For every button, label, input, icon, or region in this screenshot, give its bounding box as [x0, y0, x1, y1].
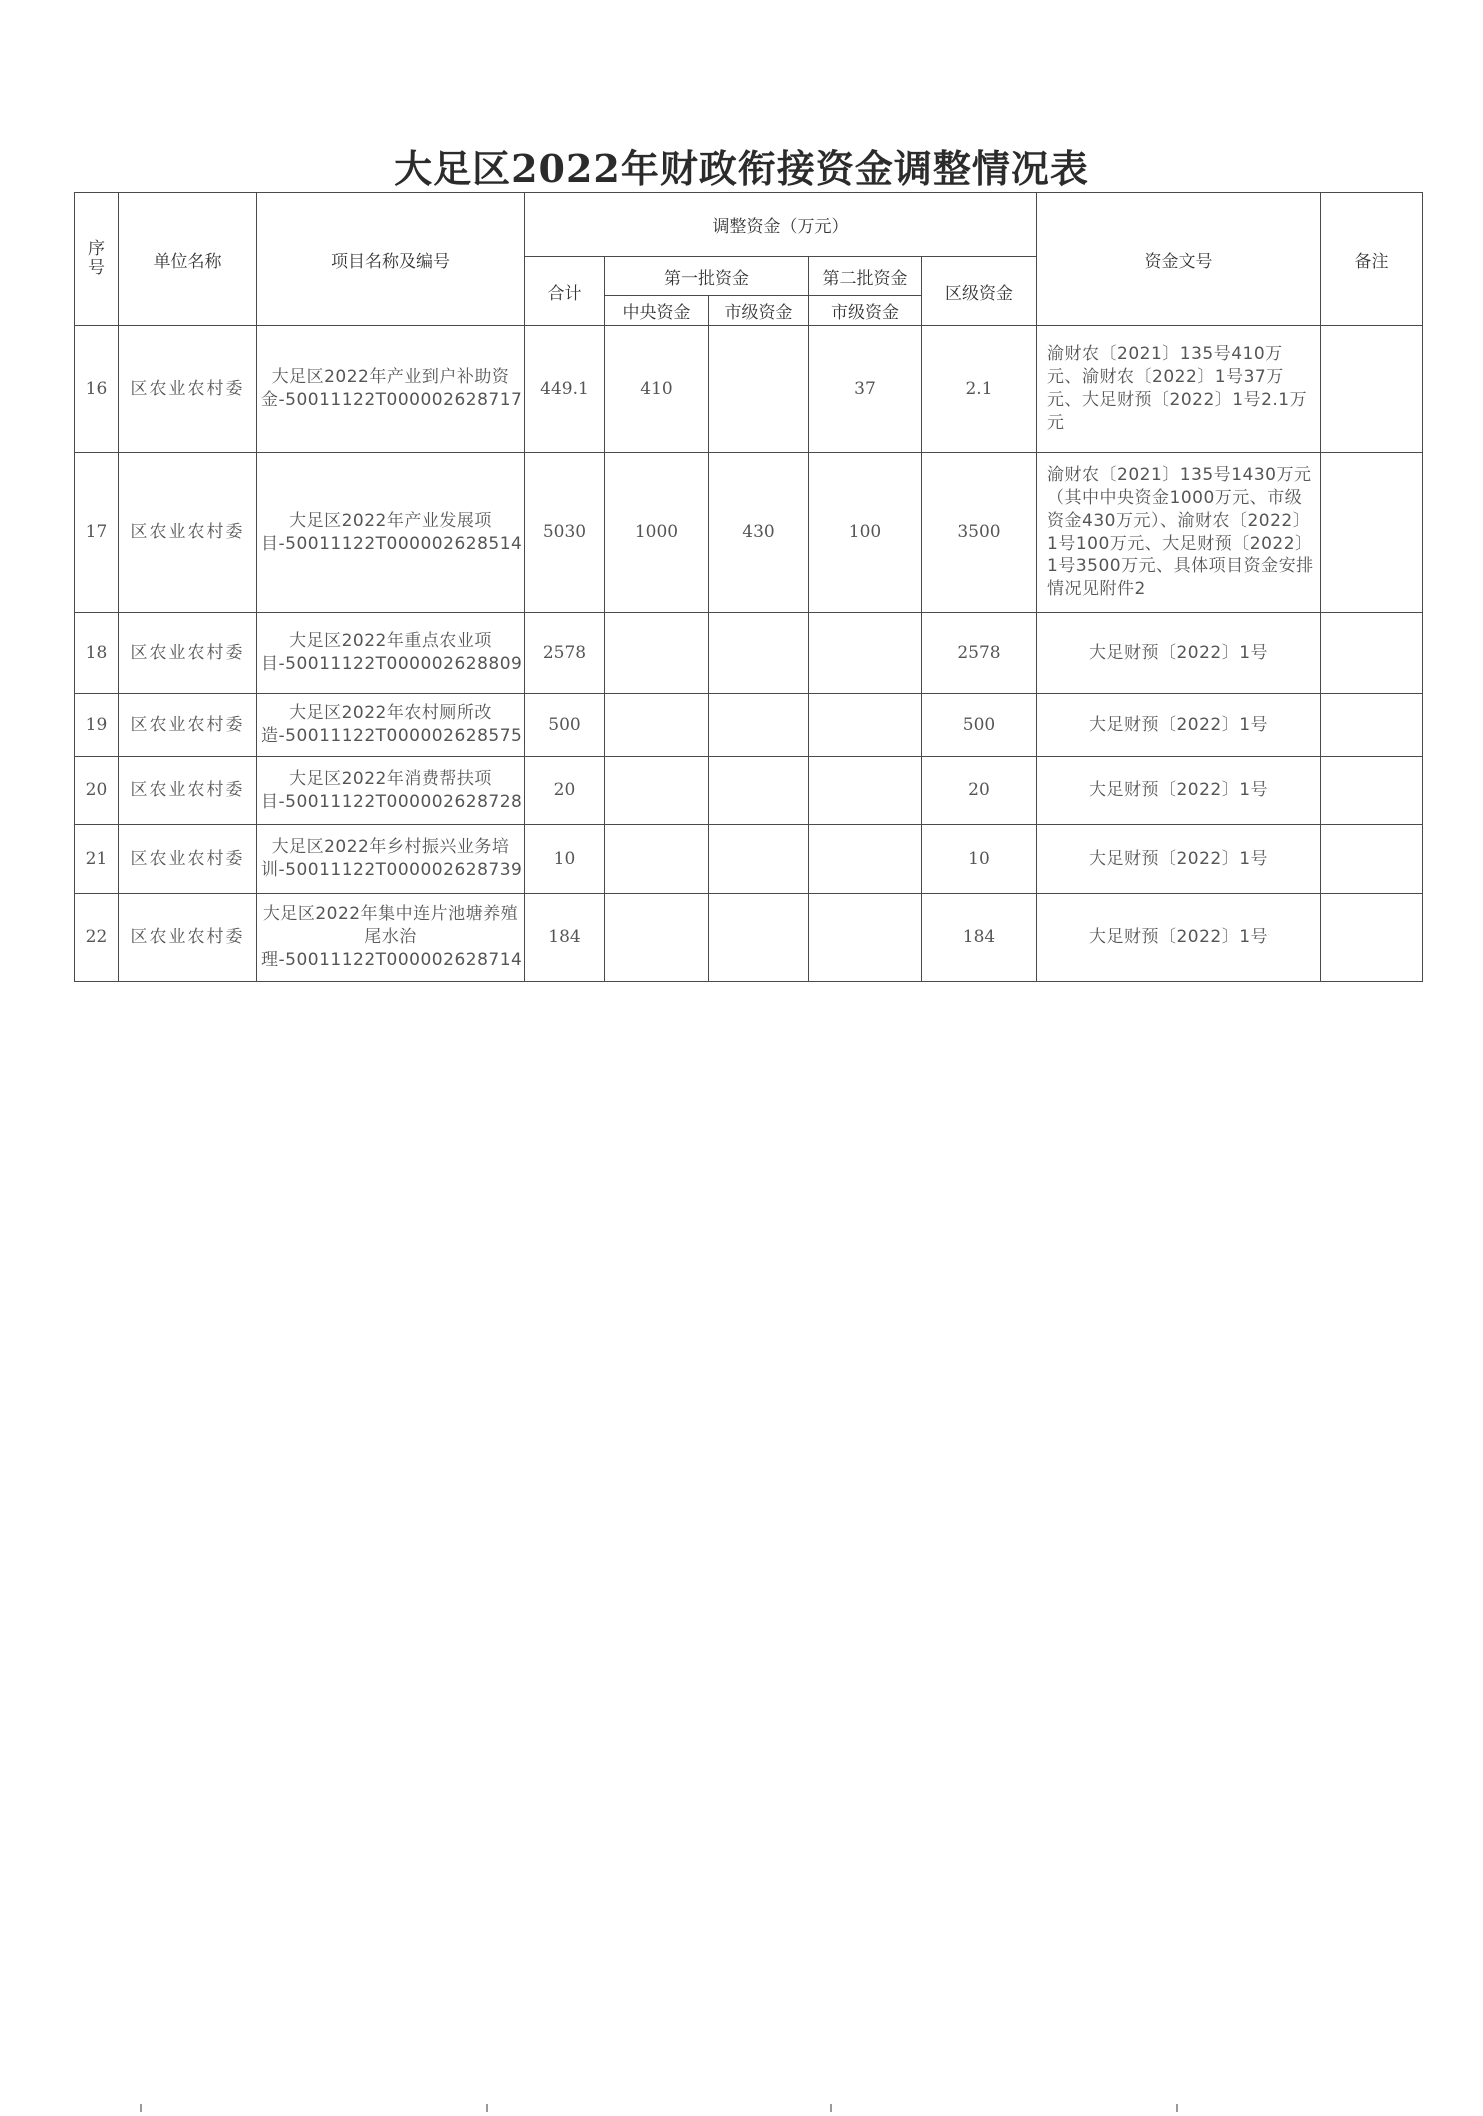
cell-central: 1000	[605, 453, 709, 613]
table-header	[75, 193, 1423, 326]
cell-total: 449.1	[525, 326, 605, 453]
cell-unit: 区农业农村委	[119, 326, 257, 453]
cell-city2	[809, 694, 922, 757]
cell-project: 大足区2022年乡村振兴业务培训-50011122T000002628739	[257, 825, 525, 894]
cell-total: 500	[525, 694, 605, 757]
page-title: 大足区2022年财政衔接资金调整情况表	[394, 146, 1089, 191]
cell-total: 2578	[525, 613, 605, 694]
cell-city1	[709, 757, 809, 825]
cell-fund-doc: 大足财预〔2022〕1号	[1037, 894, 1321, 982]
cell-city2	[809, 825, 922, 894]
cell-central: 410	[605, 326, 709, 453]
cell-district: 500	[922, 694, 1037, 757]
cell-seq: 20	[75, 757, 119, 825]
cell-city2	[809, 757, 922, 825]
header-district-funds: 区级资金	[922, 257, 1037, 326]
cell-seq: 17	[75, 453, 119, 613]
cell-unit: 区农业农村委	[119, 894, 257, 982]
cell-district: 20	[922, 757, 1037, 825]
cell-central	[605, 825, 709, 894]
header-adjusted-funds: 调整资金（万元）	[525, 193, 1037, 257]
cell-district: 2.1	[922, 326, 1037, 453]
cell-district: 10	[922, 825, 1037, 894]
cell-unit: 区农业农村委	[119, 453, 257, 613]
table-body	[75, 326, 1423, 982]
cell-city2	[809, 613, 922, 694]
table-row	[75, 894, 1423, 982]
cell-project: 大足区2022年农村厕所改造-50011122T000002628575	[257, 694, 525, 757]
scan-mark	[140, 2104, 142, 2112]
header-remarks: 备注	[1321, 193, 1423, 326]
cell-city1	[709, 894, 809, 982]
cell-fund-doc: 大足财预〔2022〕1号	[1037, 757, 1321, 825]
cell-central	[605, 613, 709, 694]
cell-unit: 区农业农村委	[119, 825, 257, 894]
cell-city2: 100	[809, 453, 922, 613]
cell-city1	[709, 694, 809, 757]
cell-fund-doc: 大足财预〔2022〕1号	[1037, 825, 1321, 894]
table-row	[75, 825, 1423, 894]
table-row	[75, 453, 1423, 613]
cell-fund-doc: 大足财预〔2022〕1号	[1037, 694, 1321, 757]
cell-remarks	[1321, 894, 1423, 982]
header-second-batch: 第二批资金	[809, 257, 922, 296]
cell-fund-doc: 渝财农〔2021〕135号410万元、渝财农〔2022〕1号37万元、大足财预〔2022〕1号2.1万元	[1037, 326, 1321, 453]
scan-mark	[486, 2104, 488, 2112]
cell-district: 3500	[922, 453, 1037, 613]
cell-project: 大足区2022年集中连片池塘养殖尾水治理-50011122T000002628714	[257, 894, 525, 982]
cell-city1	[709, 825, 809, 894]
header-seq: 序号	[75, 193, 119, 326]
header-city-funds-1: 市级资金	[709, 296, 809, 326]
cell-city2	[809, 894, 922, 982]
cell-total: 20	[525, 757, 605, 825]
header-city-funds-2: 市级资金	[809, 296, 922, 326]
cell-remarks	[1321, 453, 1423, 613]
header-first-batch: 第一批资金	[605, 257, 809, 296]
cell-remarks	[1321, 757, 1423, 825]
cell-city1: 430	[709, 453, 809, 613]
cell-project: 大足区2022年产业发展项目-50011122T000002628514	[257, 453, 525, 613]
cell-remarks	[1321, 694, 1423, 757]
header-fund-doc: 资金文号	[1037, 193, 1321, 326]
cell-city2: 37	[809, 326, 922, 453]
cell-district: 184	[922, 894, 1037, 982]
cell-project: 大足区2022年重点农业项目-50011122T000002628809	[257, 613, 525, 694]
cell-remarks	[1321, 825, 1423, 894]
cell-central	[605, 757, 709, 825]
scan-mark	[1176, 2104, 1178, 2112]
cell-central	[605, 694, 709, 757]
cell-seq: 19	[75, 694, 119, 757]
cell-central	[605, 894, 709, 982]
header-central-funds: 中央资金	[605, 296, 709, 326]
cell-project: 大足区2022年消费帮扶项目-50011122T000002628728	[257, 757, 525, 825]
header-project: 项目名称及编号	[257, 193, 525, 326]
cell-city1	[709, 326, 809, 453]
cell-total: 10	[525, 825, 605, 894]
table-row	[75, 757, 1423, 825]
cell-unit: 区农业农村委	[119, 694, 257, 757]
cell-district: 2578	[922, 613, 1037, 694]
fund-adjustment-table	[74, 192, 1423, 982]
table-row	[75, 326, 1423, 453]
cell-seq: 21	[75, 825, 119, 894]
cell-total: 184	[525, 894, 605, 982]
cell-remarks	[1321, 326, 1423, 453]
scan-mark	[830, 2104, 832, 2112]
header-unit: 单位名称	[119, 193, 257, 326]
cell-unit: 区农业农村委	[119, 613, 257, 694]
cell-remarks	[1321, 613, 1423, 694]
cell-fund-doc: 大足财预〔2022〕1号	[1037, 613, 1321, 694]
scan-edge-marks	[0, 2104, 1483, 2116]
cell-total: 5030	[525, 453, 605, 613]
cell-city1	[709, 613, 809, 694]
table-row	[75, 694, 1423, 757]
table-row	[75, 613, 1423, 694]
cell-seq: 22	[75, 894, 119, 982]
cell-project: 大足区2022年产业到户补助资金-50011122T000002628717	[257, 326, 525, 453]
cell-unit: 区农业农村委	[119, 757, 257, 825]
cell-seq: 16	[75, 326, 119, 453]
cell-fund-doc: 渝财农〔2021〕135号1430万元（其中中央资金1000万元、市级资金430万元）、渝财农〔2022〕1号100万元、大足财预〔2022〕1号3500万元、具体项目资金安排情况见附件2	[1037, 453, 1321, 613]
cell-seq: 18	[75, 613, 119, 694]
header-total: 合计	[525, 257, 605, 326]
